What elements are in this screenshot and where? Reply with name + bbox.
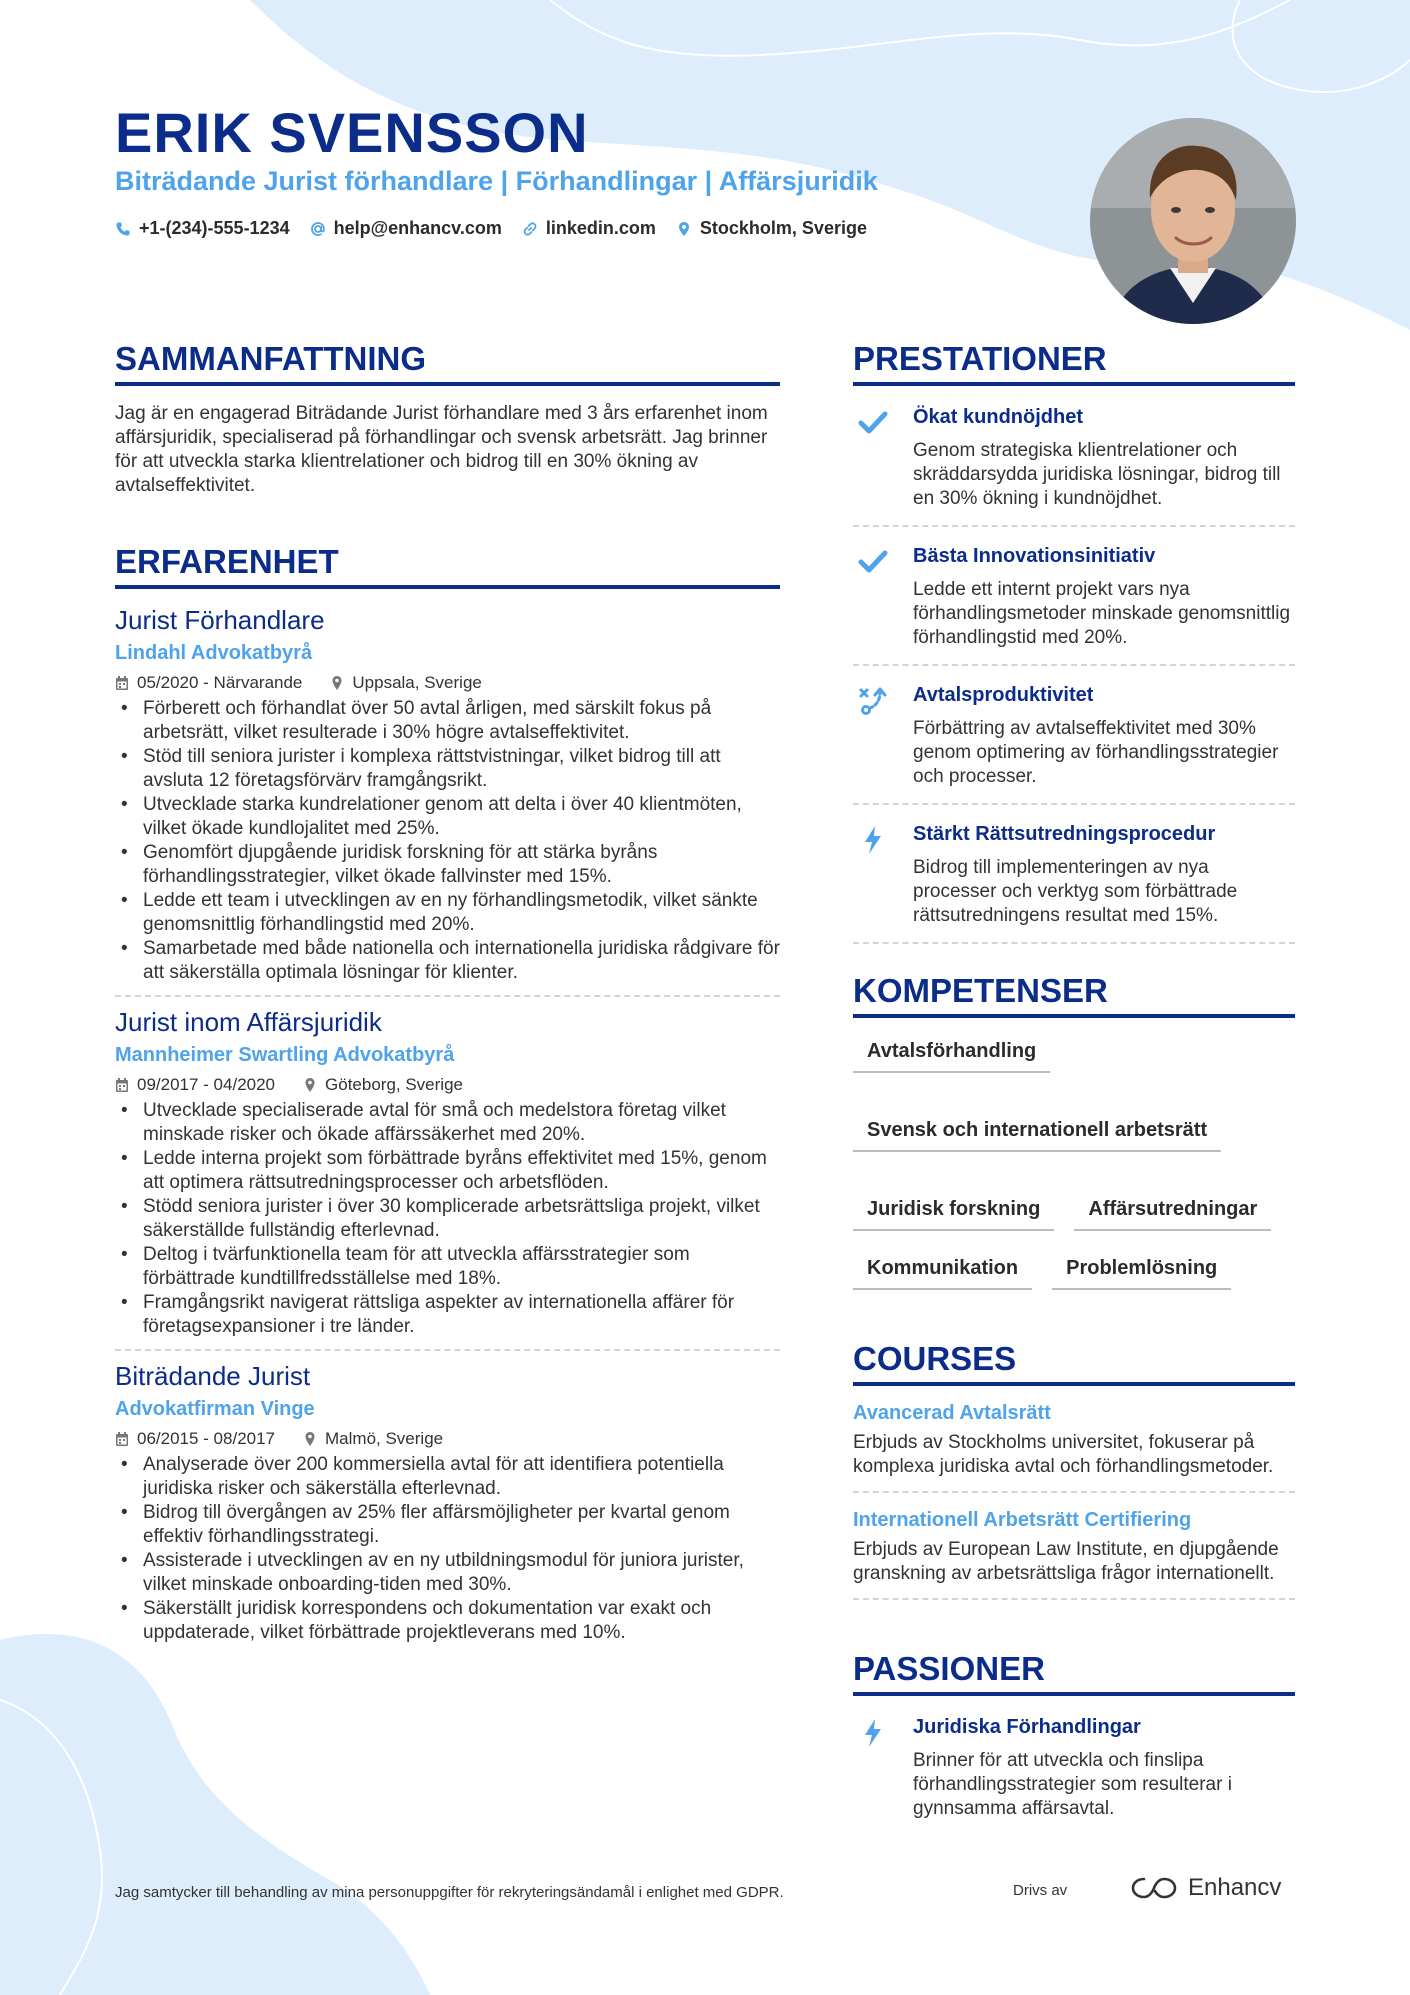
link-icon (522, 221, 538, 237)
job-dates-text: 06/2015 - 08/2017 (137, 1429, 276, 1448)
job-bullet: • Stödd seniora jurister i över 30 komplicerade arbetsrättsliga projekt, vilket säkerställde fullständig efterlevnad. (115, 1195, 780, 1243)
job-location (330, 673, 481, 693)
summary-text: Jag är en engagerad Biträdande Jurist förhandlare med 3 års erfarenhet inom affärsjuridik, specialiserad på förhandlingar och svensk arbetsrätt. Jag brinner för att utveckla starka klientrelationer och bidrog till en 30% ökning av avtalseffektivitet. (115, 403, 768, 496)
powered-by-label: Drivs av (1013, 1882, 1068, 1899)
experience-section-title: ERFARENHET (115, 543, 780, 589)
achievement-title: Ökat kundnöjdhet (913, 406, 1083, 428)
achievement-desc: Bidrog till implementeringen av nya processer och verktyg som förbättrade rättsutredningens resultat med 15%. (913, 857, 1238, 926)
job-bullet: • Bidrog till övergången av 25% fler affärsmöjligheter per kvartal genom effektiv förhandlingsstrategi. (115, 1501, 780, 1549)
skill-tag: Affärsutredningar (1074, 1192, 1271, 1231)
skills-section-title: KOMPETENSER (853, 972, 1295, 1018)
location-pin-icon (676, 221, 692, 237)
skill-tag: Avtalsförhandling (853, 1034, 1050, 1073)
skill-tag: Problemlösning (1052, 1251, 1231, 1290)
passion-item (853, 1712, 1295, 1835)
job-bullet: • Förberett och förhandlat över 50 avtal årligen, med särskilt fokus på arbetsrätt, vilket resulterade i 30% högre avtalseffektivitet. (115, 697, 780, 745)
brand-name: Enhancv (1188, 1874, 1282, 1901)
job-location (303, 1429, 443, 1449)
job-dates-text: 09/2017 - 04/2020 (137, 1075, 276, 1094)
job-dates (115, 1075, 275, 1095)
strategy-icon (858, 686, 888, 716)
job-title: Jurist inom Affärsjuridik (115, 1007, 382, 1037)
job-entry (115, 1007, 780, 1351)
course-item (853, 1509, 1295, 1600)
calendar-icon (115, 675, 129, 691)
phone-icon (115, 221, 131, 237)
skill-tag: Kommunikation (853, 1251, 1032, 1290)
email-text: help@enhancv.com (333, 218, 502, 238)
candidate-name: ERIK SVENSSON (115, 101, 589, 164)
job-title: Biträdande Jurist (115, 1361, 311, 1391)
course-title: Internationell Arbetsrätt Certifiering (853, 1509, 1192, 1531)
check-icon (858, 408, 888, 438)
course-desc: Erbjuds av Stockholms universitet, fokuserar på komplexa juridiska avtal och förhandlingsmetoder. (853, 1432, 1274, 1477)
passion-title: Juridiska Förhandlingar (913, 1716, 1141, 1738)
passions-section-title: PASSIONER (853, 1650, 1295, 1696)
skills-list (853, 1034, 1295, 1290)
job-company: Lindahl Advokatbyrå (115, 642, 313, 664)
job-dates-text: 05/2020 - Närvarande (137, 673, 303, 692)
contact-phone[interactable] (115, 218, 290, 239)
contact-email[interactable] (310, 218, 502, 239)
job-bullet: • Stöd till seniora jurister i komplexa rättstvistningar, vilket bidrog till att avsluta 12 företagsförvärv framgångsrikt. (115, 745, 780, 793)
bolt-icon (858, 1718, 888, 1748)
achievement-desc: Ledde ett internt projekt vars nya förhandlingsmetoder minskade genomsnittlig förhandlingstid med 20%. (913, 579, 1291, 648)
passion-desc: Brinner för att utveckla och finslipa förhandlingsstrategier som resulterar i gynnsamma affärsavtal. (913, 1750, 1232, 1819)
job-company: Mannheimer Swartling Advokatbyrå (115, 1044, 455, 1066)
job-bullet: • Säkerställt juridisk korrespondens och dokumentation var exakt och uppdaterade, vilket förbättrade projektleverans med 10%. (115, 1597, 780, 1645)
achievement-item (853, 819, 1295, 944)
job-entry (115, 605, 780, 997)
achievement-item (853, 402, 1295, 527)
job-bullet: • Ledde ett team i utvecklingen av en ny förhandlingsmetodik, vilket sänkte genomsnittlig förhandlingstid med 20%. (115, 889, 780, 937)
bolt-icon (858, 825, 888, 855)
skill-tag: Svensk och internationell arbetsrätt (853, 1113, 1221, 1152)
profile-photo (1090, 118, 1296, 324)
job-bullet: • Utvecklade specialiserade avtal för små och medelstora företag vilket minskade risker och ökade affärssäkerhet med 20%. (115, 1099, 780, 1147)
achievement-item (853, 541, 1295, 666)
job-location-text: Göteborg, Sverige (325, 1075, 463, 1094)
calendar-icon (115, 1431, 129, 1447)
achievements-section-title: PRESTATIONER (853, 340, 1295, 386)
job-bullet: • Utvecklade starka kundrelationer genom att delta i över 40 klientmöten, vilket ökade kundlojalitet med 25%. (115, 793, 780, 841)
achievement-title: Stärkt Rättsutredningsprocedur (913, 823, 1216, 845)
phone-text: +1-(234)-555-1234 (139, 218, 290, 238)
course-desc: Erbjuds av European Law Institute, en djupgående granskning av arbetsrättsliga frågor internationellt. (853, 1539, 1279, 1584)
left-column (115, 340, 780, 1665)
location-text: Stockholm, Sverige (699, 218, 867, 238)
brand-logo[interactable] (1130, 1874, 1281, 1902)
job-bullets (115, 1099, 780, 1339)
job-entry (115, 1361, 780, 1655)
contact-linkedin[interactable] (522, 218, 656, 239)
job-meta (115, 673, 780, 693)
location-pin-icon (303, 1077, 317, 1093)
achievement-item (853, 680, 1295, 805)
job-dates (115, 673, 302, 693)
course-item (853, 1402, 1295, 1493)
achievement-desc: Förbättring av avtalseffektivitet med 30% genom optimering av förhandlingsstrategier och processer. (913, 718, 1279, 787)
check-icon (858, 547, 888, 577)
right-column (853, 340, 1295, 1849)
contact-bar (115, 218, 867, 239)
achievement-title: Avtalsproduktivitet (913, 684, 1094, 706)
job-meta (115, 1075, 780, 1095)
job-bullets (115, 697, 780, 985)
job-bullet: • Samarbetade med både nationella och internationella juridiska rådgivare för att säkerställa optimala lösningar för klienter. (115, 937, 780, 985)
job-bullet: • Genomfört djupgående juridisk forskning för att stärka byråns förhandlingsstrategier, vilket ökade fallvinster med 15%. (115, 841, 780, 889)
achievement-desc: Genom strategiska klientrelationer och skräddarsydda juridiska lösningar, bidrog till en 30% ökning i kundnöjdhet. (913, 440, 1281, 509)
job-location-text: Malmö, Sverige (325, 1429, 444, 1448)
job-meta (115, 1429, 780, 1449)
gdpr-consent: Jag samtycker till behandling av mina personuppgifter för rekryteringsändamål i enlighet med GDPR. (115, 1884, 784, 1901)
job-bullet: • Deltog i tvärfunktionella team för att utveckla affärsstrategier som förbättrade kundtillfredsställelse med 18%. (115, 1243, 780, 1291)
job-bullet: • Framgångsrikt navigerat rättsliga aspekter av internationella affärer för företagsexpansioner i tre länder. (115, 1291, 780, 1339)
achievement-title: Bästa Innovationsinitiativ (913, 545, 1156, 567)
enhancv-logo-icon (1130, 1875, 1178, 1901)
linkedin-text: linkedin.com (545, 218, 656, 238)
job-bullet: • Analyserade över 200 kommersiella avtal för att identifiera potentiella juridiska risker och säkerställa efterlevnad. (115, 1453, 780, 1501)
at-icon (310, 221, 326, 237)
calendar-icon (115, 1077, 129, 1093)
job-location-text: Uppsala, Sverige (352, 673, 482, 692)
job-location (303, 1075, 463, 1095)
location-pin-icon (303, 1431, 317, 1447)
skill-tag: Juridisk forskning (853, 1192, 1054, 1231)
job-bullet: • Ledde interna projekt som förbättrade byråns effektivitet med 15%, genom att optimera rättsutredningsprocesser och arbetsflöden. (115, 1147, 780, 1195)
candidate-subtitle: Biträdande Jurist förhandlare | Förhandlingar | Affärsjuridik (115, 166, 878, 196)
job-dates (115, 1429, 275, 1449)
job-title: Jurist Förhandlare (115, 605, 325, 635)
course-title: Avancerad Avtalsrätt (853, 1402, 1051, 1424)
location-pin-icon (330, 675, 344, 691)
job-bullets (115, 1453, 780, 1645)
courses-section-title: COURSES (853, 1340, 1295, 1386)
job-bullet: • Assisterade i utvecklingen av en ny utbildningsmodul för juniora jurister, vilket minskade onboarding-tiden med 30%. (115, 1549, 780, 1597)
contact-location (676, 218, 867, 239)
summary-section-title: SAMMANFATTNING (115, 340, 780, 386)
job-company: Advokatfirman Vinge (115, 1398, 315, 1420)
